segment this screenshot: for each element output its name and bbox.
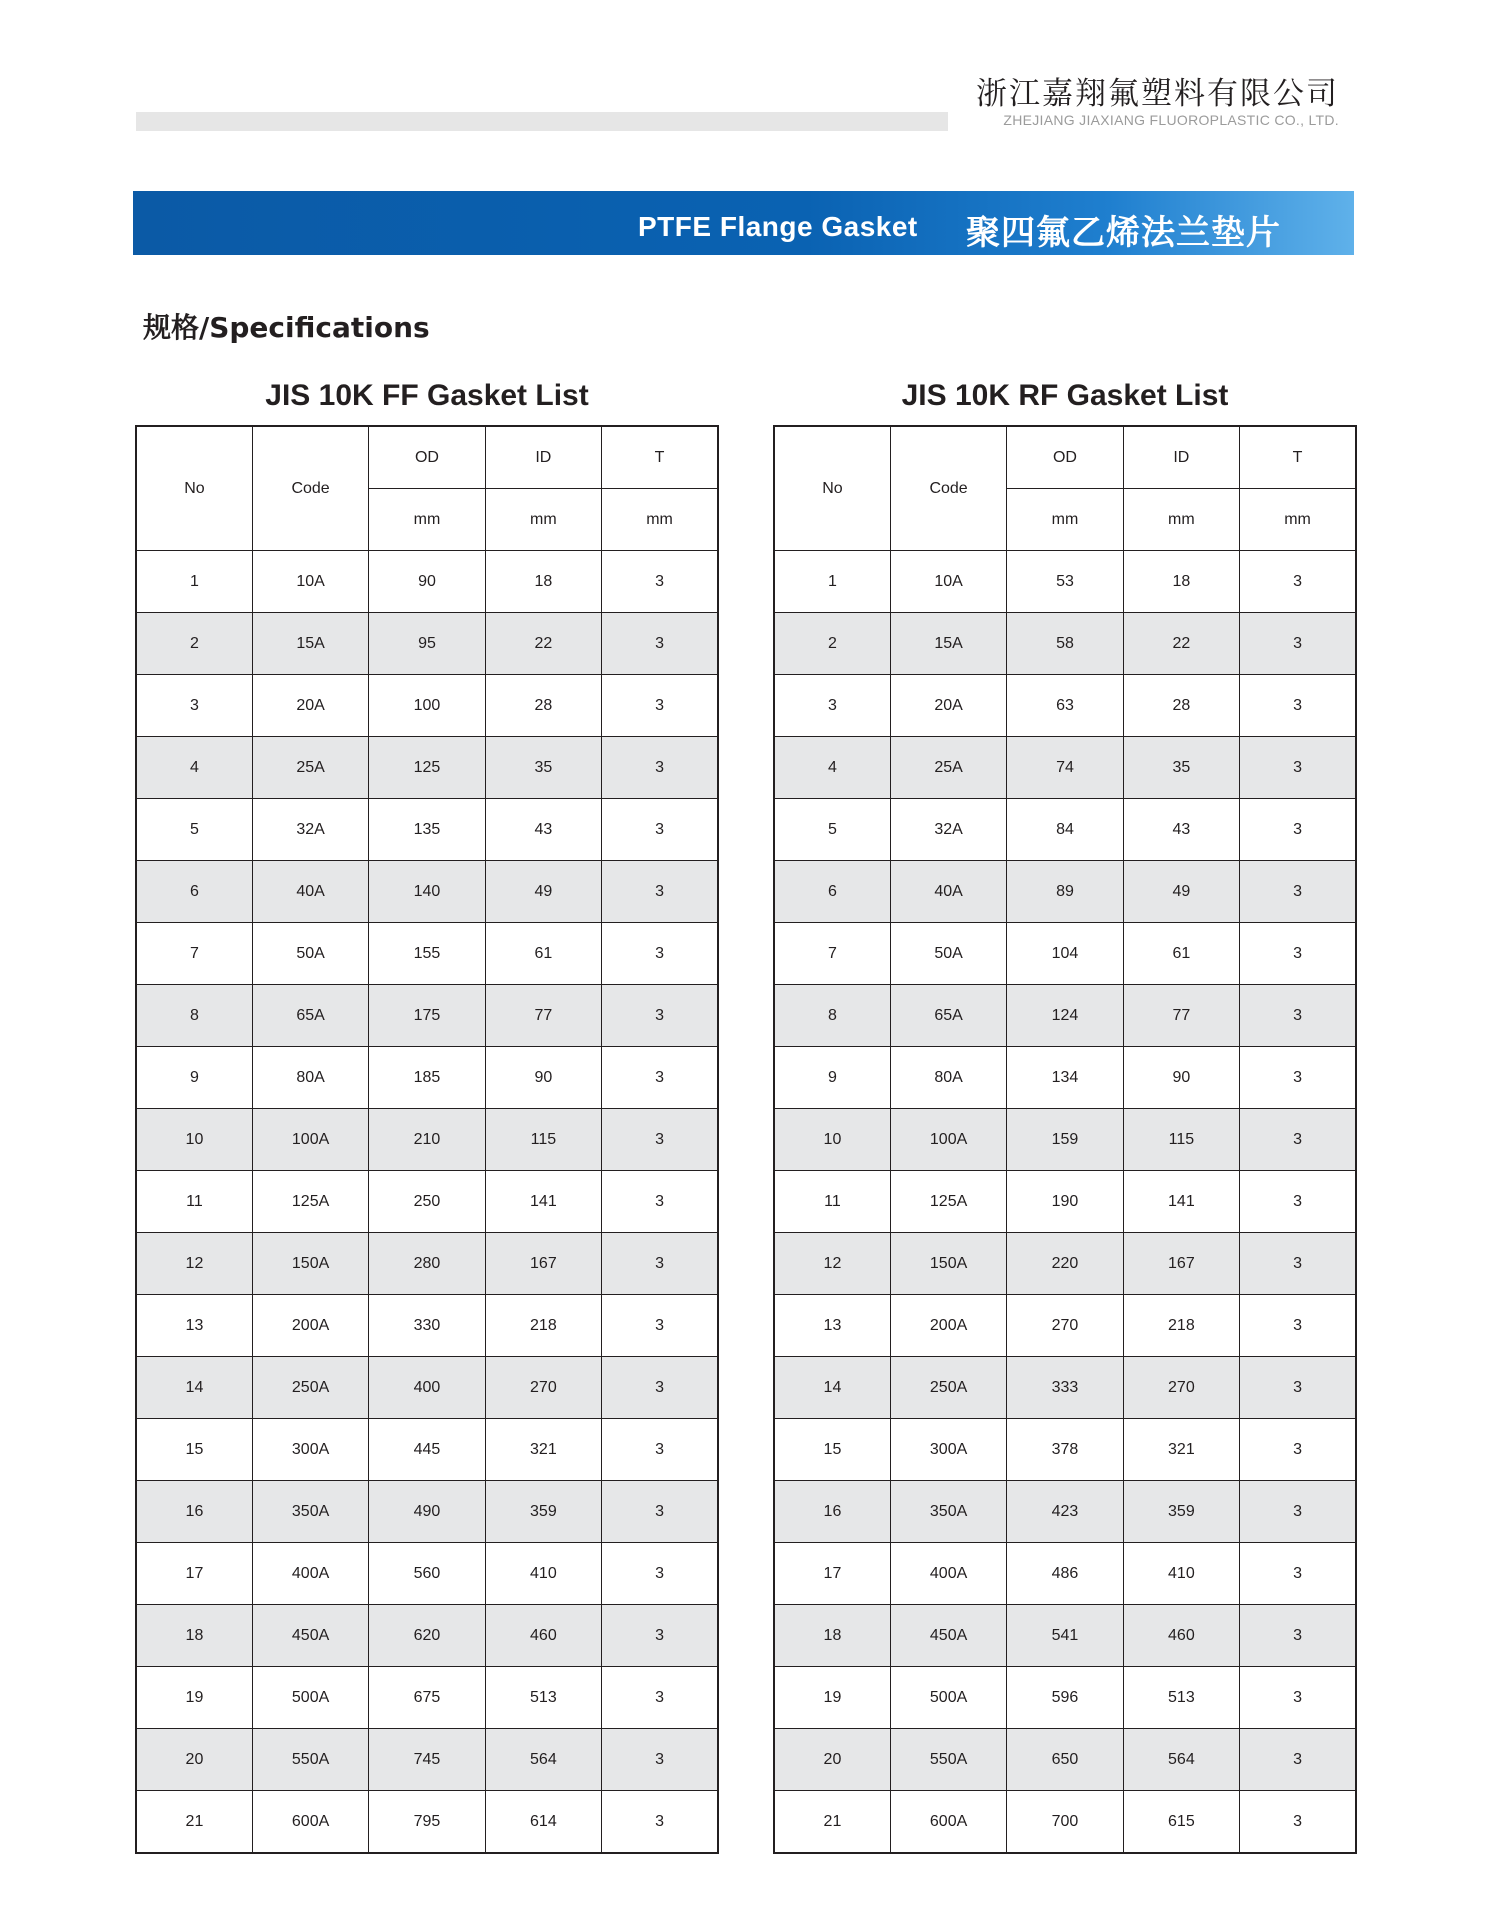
cell-no: 4 <box>136 737 252 799</box>
cell-no: 14 <box>136 1357 252 1419</box>
unit-t: mm <box>602 489 718 551</box>
cell-id: 410 <box>1123 1543 1239 1605</box>
table-row <box>774 1543 1356 1605</box>
cell-od: 333 <box>1007 1357 1123 1419</box>
cell-code: 10A <box>890 551 1006 613</box>
cell-od: 220 <box>1007 1233 1123 1295</box>
cell-no: 8 <box>136 985 252 1047</box>
cell-id: 460 <box>1123 1605 1239 1667</box>
cell-t: 3 <box>602 1419 718 1481</box>
cell-id: 564 <box>1123 1729 1239 1791</box>
cell-no: 20 <box>774 1729 890 1791</box>
table-row <box>136 1047 718 1109</box>
cell-t: 3 <box>1240 1605 1356 1667</box>
table-row <box>774 1295 1356 1357</box>
cell-od: 185 <box>369 1047 485 1109</box>
header-od: OD <box>1007 426 1123 489</box>
cell-no: 14 <box>774 1357 890 1419</box>
cell-no: 15 <box>136 1419 252 1481</box>
cell-t: 3 <box>1240 1791 1356 1854</box>
table-row <box>774 1481 1356 1543</box>
cell-od: 423 <box>1007 1481 1123 1543</box>
cell-t: 3 <box>1240 613 1356 675</box>
table-row <box>136 1171 718 1233</box>
cell-t: 3 <box>1240 799 1356 861</box>
cell-od: 74 <box>1007 737 1123 799</box>
cell-t: 3 <box>602 613 718 675</box>
cell-id: 321 <box>1123 1419 1239 1481</box>
cell-t: 3 <box>1240 1171 1356 1233</box>
cell-code: 100A <box>890 1109 1006 1171</box>
cell-od: 135 <box>369 799 485 861</box>
cell-id: 43 <box>485 799 601 861</box>
table-row <box>774 1729 1356 1791</box>
cell-id: 460 <box>485 1605 601 1667</box>
cell-t: 3 <box>602 1171 718 1233</box>
table-row <box>136 985 718 1047</box>
cell-t: 3 <box>1240 737 1356 799</box>
table-row <box>136 1419 718 1481</box>
cell-no: 2 <box>774 613 890 675</box>
cell-t: 3 <box>1240 1233 1356 1295</box>
cell-no: 18 <box>774 1605 890 1667</box>
cell-t: 3 <box>1240 551 1356 613</box>
table-row <box>774 1171 1356 1233</box>
cell-t: 3 <box>1240 1109 1356 1171</box>
rf-table-title: JIS 10K RF Gasket List <box>901 379 1229 412</box>
cell-od: 745 <box>369 1729 485 1791</box>
cell-code: 150A <box>890 1233 1006 1295</box>
cell-code: 300A <box>890 1419 1006 1481</box>
cell-code: 350A <box>252 1481 368 1543</box>
cell-no: 6 <box>774 861 890 923</box>
cell-no: 16 <box>774 1481 890 1543</box>
cell-od: 280 <box>369 1233 485 1295</box>
table-row <box>136 1481 718 1543</box>
specifications-heading: 规格/Specifications <box>143 311 430 344</box>
cell-id: 77 <box>485 985 601 1047</box>
cell-id: 22 <box>1123 613 1239 675</box>
cell-no: 11 <box>136 1171 252 1233</box>
cell-code: 200A <box>252 1295 368 1357</box>
table-row <box>774 923 1356 985</box>
company-name-cn: 浙江嘉翔氟塑料有限公司 <box>976 76 1339 112</box>
cell-no: 15 <box>774 1419 890 1481</box>
cell-t: 3 <box>1240 1419 1356 1481</box>
cell-code: 15A <box>890 613 1006 675</box>
cell-t: 3 <box>602 1233 718 1295</box>
table-row <box>774 551 1356 613</box>
cell-t: 3 <box>602 1605 718 1667</box>
cell-code: 25A <box>890 737 1006 799</box>
cell-od: 159 <box>1007 1109 1123 1171</box>
table-row <box>136 1667 718 1729</box>
banner-title-en: PTFE Flange Gasket <box>638 211 918 242</box>
cell-code: 65A <box>890 985 1006 1047</box>
cell-od: 330 <box>369 1295 485 1357</box>
table-row <box>774 1667 1356 1729</box>
cell-t: 3 <box>602 1295 718 1357</box>
cell-t: 3 <box>602 1481 718 1543</box>
cell-t: 3 <box>602 799 718 861</box>
table-header-row <box>774 426 1356 489</box>
cell-id: 615 <box>1123 1791 1239 1854</box>
cell-od: 104 <box>1007 923 1123 985</box>
header-id: ID <box>485 426 601 489</box>
cell-code: 80A <box>890 1047 1006 1109</box>
header-id: ID <box>1123 426 1239 489</box>
cell-no: 21 <box>774 1791 890 1854</box>
table-row <box>136 923 718 985</box>
header-no: No <box>774 426 890 551</box>
cell-od: 100 <box>369 675 485 737</box>
cell-id: 28 <box>1123 675 1239 737</box>
cell-t: 3 <box>602 985 718 1047</box>
cell-id: 141 <box>485 1171 601 1233</box>
cell-no: 21 <box>136 1791 252 1854</box>
cell-t: 3 <box>1240 1667 1356 1729</box>
unit-t: mm <box>1240 489 1356 551</box>
cell-t: 3 <box>602 737 718 799</box>
table-row <box>774 1357 1356 1419</box>
table-row <box>136 675 718 737</box>
cell-od: 84 <box>1007 799 1123 861</box>
cell-id: 18 <box>485 551 601 613</box>
cell-no: 19 <box>136 1667 252 1729</box>
cell-t: 3 <box>1240 1543 1356 1605</box>
table-row <box>136 799 718 861</box>
cell-t: 3 <box>1240 923 1356 985</box>
cell-no: 1 <box>774 551 890 613</box>
cell-id: 61 <box>1123 923 1239 985</box>
cell-id: 49 <box>1123 861 1239 923</box>
cell-no: 18 <box>136 1605 252 1667</box>
cell-od: 596 <box>1007 1667 1123 1729</box>
cell-od: 445 <box>369 1419 485 1481</box>
cell-code: 50A <box>890 923 1006 985</box>
cell-id: 167 <box>485 1233 601 1295</box>
table-row <box>774 861 1356 923</box>
header-t: T <box>1240 426 1356 489</box>
cell-id: 270 <box>1123 1357 1239 1419</box>
cell-code: 450A <box>890 1605 1006 1667</box>
cell-id: 90 <box>485 1047 601 1109</box>
cell-t: 3 <box>1240 1729 1356 1791</box>
cell-code: 150A <box>252 1233 368 1295</box>
cell-id: 564 <box>485 1729 601 1791</box>
cell-id: 410 <box>485 1543 601 1605</box>
cell-t: 3 <box>1240 861 1356 923</box>
cell-od: 95 <box>369 613 485 675</box>
table-row <box>774 675 1356 737</box>
cell-t: 3 <box>1240 985 1356 1047</box>
header-t: T <box>602 426 718 489</box>
cell-t: 3 <box>602 1357 718 1419</box>
cell-no: 12 <box>136 1233 252 1295</box>
cell-no: 10 <box>774 1109 890 1171</box>
cell-od: 175 <box>369 985 485 1047</box>
cell-no: 7 <box>774 923 890 985</box>
cell-od: 378 <box>1007 1419 1123 1481</box>
cell-no: 12 <box>774 1233 890 1295</box>
cell-no: 10 <box>136 1109 252 1171</box>
cell-code: 32A <box>252 799 368 861</box>
cell-code: 125A <box>890 1171 1006 1233</box>
cell-no: 9 <box>774 1047 890 1109</box>
cell-id: 28 <box>485 675 601 737</box>
cell-no: 11 <box>774 1171 890 1233</box>
cell-no: 16 <box>136 1481 252 1543</box>
cell-od: 53 <box>1007 551 1123 613</box>
cell-no: 8 <box>774 985 890 1047</box>
cell-od: 400 <box>369 1357 485 1419</box>
cell-id: 359 <box>1123 1481 1239 1543</box>
cell-code: 65A <box>252 985 368 1047</box>
table-row <box>774 613 1356 675</box>
cell-id: 513 <box>485 1667 601 1729</box>
cell-t: 3 <box>602 1543 718 1605</box>
cell-code: 20A <box>890 675 1006 737</box>
table-row <box>136 1109 718 1171</box>
table-row <box>774 1233 1356 1295</box>
cell-od: 125 <box>369 737 485 799</box>
table-row <box>136 613 718 675</box>
cell-code: 25A <box>252 737 368 799</box>
cell-t: 3 <box>1240 1481 1356 1543</box>
table-row <box>774 1791 1356 1854</box>
cell-id: 141 <box>1123 1171 1239 1233</box>
cell-no: 9 <box>136 1047 252 1109</box>
cell-no: 17 <box>774 1543 890 1605</box>
cell-code: 500A <box>890 1667 1006 1729</box>
cell-no: 5 <box>774 799 890 861</box>
cell-no: 13 <box>136 1295 252 1357</box>
cell-od: 63 <box>1007 675 1123 737</box>
cell-id: 218 <box>485 1295 601 1357</box>
cell-id: 270 <box>485 1357 601 1419</box>
cell-t: 3 <box>1240 1357 1356 1419</box>
cell-no: 17 <box>136 1543 252 1605</box>
cell-od: 620 <box>369 1605 485 1667</box>
header-code: Code <box>890 426 1006 551</box>
cell-t: 3 <box>602 1791 718 1854</box>
table-row <box>136 1791 718 1854</box>
cell-code: 550A <box>252 1729 368 1791</box>
cell-t: 3 <box>1240 675 1356 737</box>
cell-t: 3 <box>602 923 718 985</box>
cell-od: 134 <box>1007 1047 1123 1109</box>
cell-id: 22 <box>485 613 601 675</box>
cell-code: 50A <box>252 923 368 985</box>
unit-od: mm <box>1007 489 1123 551</box>
cell-od: 124 <box>1007 985 1123 1047</box>
cell-t: 3 <box>602 1109 718 1171</box>
cell-no: 5 <box>136 799 252 861</box>
table-row <box>136 551 718 613</box>
cell-t: 3 <box>602 675 718 737</box>
unit-od: mm <box>369 489 485 551</box>
cell-no: 20 <box>136 1729 252 1791</box>
cell-code: 400A <box>890 1543 1006 1605</box>
cell-od: 210 <box>369 1109 485 1171</box>
company-name-en: ZHEJIANG JIAXIANG FLUOROPLASTIC CO., LTD. <box>1003 112 1339 128</box>
cell-id: 167 <box>1123 1233 1239 1295</box>
cell-code: 300A <box>252 1419 368 1481</box>
cell-id: 115 <box>1123 1109 1239 1171</box>
cell-od: 795 <box>369 1791 485 1854</box>
cell-code: 80A <box>252 1047 368 1109</box>
ff-gasket-table <box>135 425 719 1854</box>
ff-table-title: JIS 10K FF Gasket List <box>265 379 589 412</box>
cell-code: 40A <box>252 861 368 923</box>
cell-od: 270 <box>1007 1295 1123 1357</box>
cell-code: 20A <box>252 675 368 737</box>
table-row <box>774 799 1356 861</box>
cell-od: 190 <box>1007 1171 1123 1233</box>
table-row <box>136 1543 718 1605</box>
table-row <box>136 1729 718 1791</box>
table-row <box>774 737 1356 799</box>
cell-no: 6 <box>136 861 252 923</box>
cell-code: 125A <box>252 1171 368 1233</box>
cell-t: 3 <box>1240 1295 1356 1357</box>
cell-od: 490 <box>369 1481 485 1543</box>
table-row <box>136 861 718 923</box>
cell-no: 7 <box>136 923 252 985</box>
cell-od: 89 <box>1007 861 1123 923</box>
cell-code: 250A <box>890 1357 1006 1419</box>
cell-id: 218 <box>1123 1295 1239 1357</box>
cell-t: 3 <box>602 551 718 613</box>
cell-no: 19 <box>774 1667 890 1729</box>
cell-code: 550A <box>890 1729 1006 1791</box>
cell-no: 3 <box>774 675 890 737</box>
header-no: No <box>136 426 252 551</box>
cell-id: 359 <box>485 1481 601 1543</box>
cell-od: 675 <box>369 1667 485 1729</box>
header-od: OD <box>369 426 485 489</box>
table-row <box>136 737 718 799</box>
table-row <box>136 1295 718 1357</box>
cell-t: 3 <box>1240 1047 1356 1109</box>
table-row <box>136 1233 718 1295</box>
cell-od: 90 <box>369 551 485 613</box>
cell-od: 250 <box>369 1171 485 1233</box>
cell-code: 32A <box>890 799 1006 861</box>
unit-id: mm <box>485 489 601 551</box>
cell-id: 77 <box>1123 985 1239 1047</box>
cell-code: 450A <box>252 1605 368 1667</box>
cell-code: 250A <box>252 1357 368 1419</box>
cell-no: 13 <box>774 1295 890 1357</box>
cell-id: 61 <box>485 923 601 985</box>
cell-od: 140 <box>369 861 485 923</box>
cell-no: 3 <box>136 675 252 737</box>
table-row <box>774 1047 1356 1109</box>
table-row <box>774 985 1356 1047</box>
table-header-row <box>136 426 718 489</box>
cell-code: 600A <box>252 1791 368 1854</box>
cell-code: 400A <box>252 1543 368 1605</box>
cell-code: 350A <box>890 1481 1006 1543</box>
cell-code: 100A <box>252 1109 368 1171</box>
table-row <box>136 1357 718 1419</box>
cell-code: 500A <box>252 1667 368 1729</box>
cell-no: 2 <box>136 613 252 675</box>
cell-code: 10A <box>252 551 368 613</box>
cell-t: 3 <box>602 1729 718 1791</box>
cell-code: 200A <box>890 1295 1006 1357</box>
cell-id: 321 <box>485 1419 601 1481</box>
cell-code: 40A <box>890 861 1006 923</box>
cell-id: 18 <box>1123 551 1239 613</box>
cell-od: 560 <box>369 1543 485 1605</box>
table-row <box>774 1109 1356 1171</box>
banner-title-cn: 聚四氟乙烯法兰垫片 <box>966 213 1281 253</box>
cell-id: 49 <box>485 861 601 923</box>
header-code: Code <box>252 426 368 551</box>
cell-od: 700 <box>1007 1791 1123 1854</box>
cell-t: 3 <box>602 861 718 923</box>
cell-t: 3 <box>602 1047 718 1109</box>
cell-od: 486 <box>1007 1543 1123 1605</box>
header-divider-bar <box>136 112 948 131</box>
table-row <box>774 1605 1356 1667</box>
cell-od: 155 <box>369 923 485 985</box>
cell-id: 43 <box>1123 799 1239 861</box>
cell-id: 614 <box>485 1791 601 1854</box>
table-row <box>136 1605 718 1667</box>
cell-od: 541 <box>1007 1605 1123 1667</box>
cell-t: 3 <box>602 1667 718 1729</box>
table-row <box>774 1419 1356 1481</box>
cell-id: 513 <box>1123 1667 1239 1729</box>
cell-id: 115 <box>485 1109 601 1171</box>
cell-id: 35 <box>485 737 601 799</box>
cell-od: 650 <box>1007 1729 1123 1791</box>
cell-no: 4 <box>774 737 890 799</box>
unit-id: mm <box>1123 489 1239 551</box>
cell-code: 15A <box>252 613 368 675</box>
cell-code: 600A <box>890 1791 1006 1854</box>
cell-no: 1 <box>136 551 252 613</box>
cell-id: 35 <box>1123 737 1239 799</box>
rf-gasket-table <box>773 425 1357 1854</box>
cell-od: 58 <box>1007 613 1123 675</box>
cell-id: 90 <box>1123 1047 1239 1109</box>
